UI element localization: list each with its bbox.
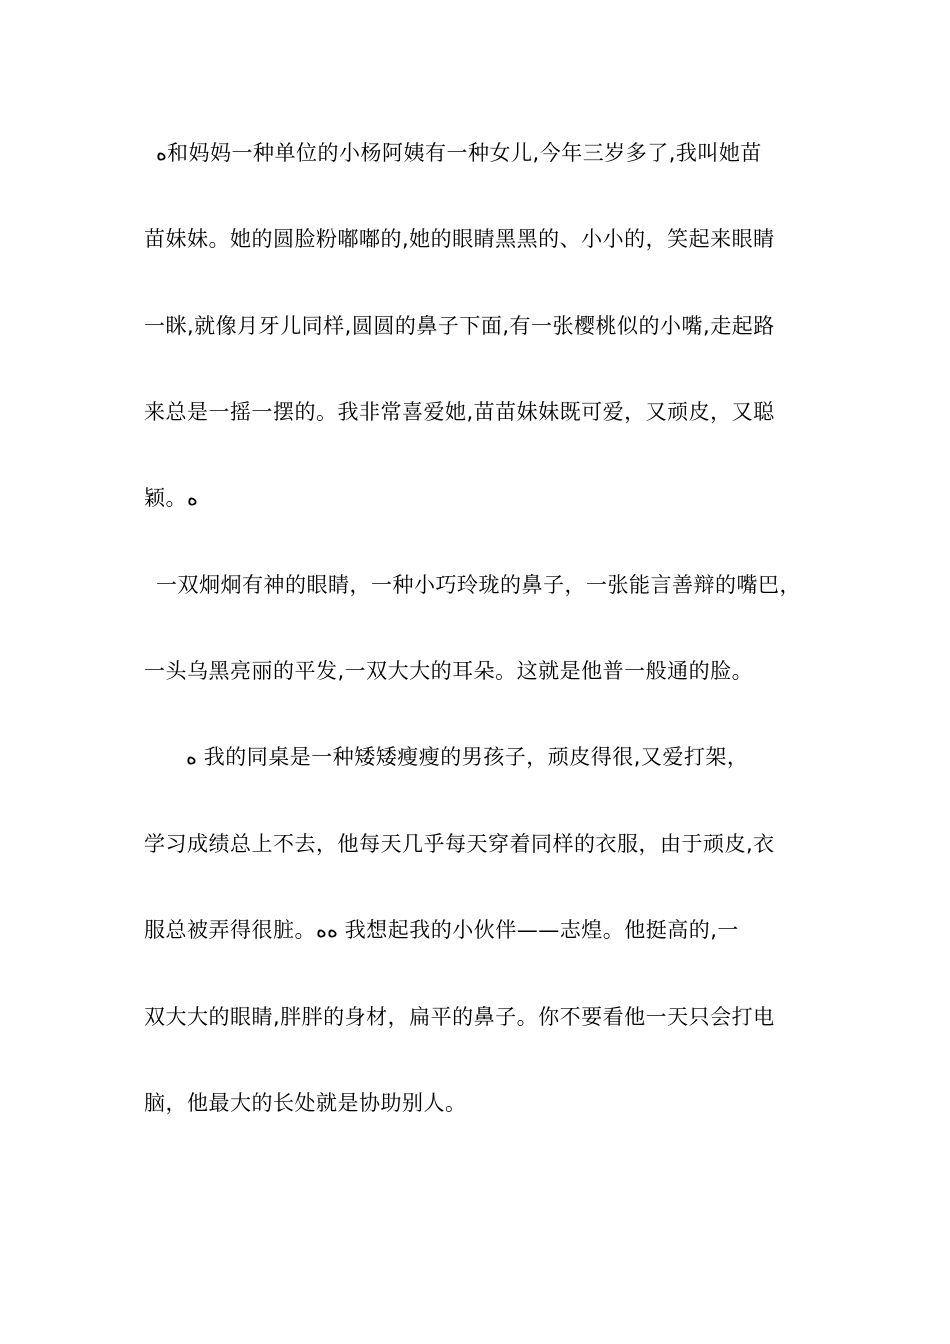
paragraph-line: 一双炯炯有神的眼睛，一种小巧玲珑的鼻子，一张能言善辩的嘴巴， (156, 573, 801, 597)
paragraph-line: 一眯,就像月牙儿同样,圆圆的鼻子下面,有一张樱桃似的小嘴,走起路 (144, 314, 775, 338)
paragraph-line: 服总被弄得很脏。ﻩﻩ 我想起我的小伙伴——志煌。他挺高的,一 (144, 918, 739, 942)
paragraph-line: 来总是一摇一摆的。我非常喜爱她,苗苗妹妹既可爱，又顽皮，又聪 (144, 400, 775, 424)
paragraph-line: 脑，他最大的长处就是协助别人。 (144, 1091, 467, 1115)
paragraph-line: ﻩ 我的同桌是一种矮矮瘦瘦的男孩子，顽皮得很,又爱打架， (186, 745, 749, 769)
paragraph-line: 学习成绩总上不去，他每天几乎每天穿着同样的衣服，由于顽皮,衣 (144, 832, 775, 856)
paragraph-line: ﻩ和妈妈一种单位的小杨阿姨有一种女儿,今年三岁多了,我叫她苗 (156, 141, 762, 165)
paragraph-line: 一头乌黑亮丽的平发,一双大大的耳朵。这就是他普一般通的脸。 (144, 659, 754, 683)
paragraph-line: 苗妹妹。她的圆脸粉嘟嘟的,她的眼睛黑黑的、小小的，笑起来眼睛 (144, 227, 775, 251)
paragraph-line: 双大大的眼睛,胖胖的身材，扁平的鼻子。你不要看他一天只会打电 (144, 1005, 775, 1029)
paragraph-line: 颖。ﻩ (144, 486, 199, 510)
